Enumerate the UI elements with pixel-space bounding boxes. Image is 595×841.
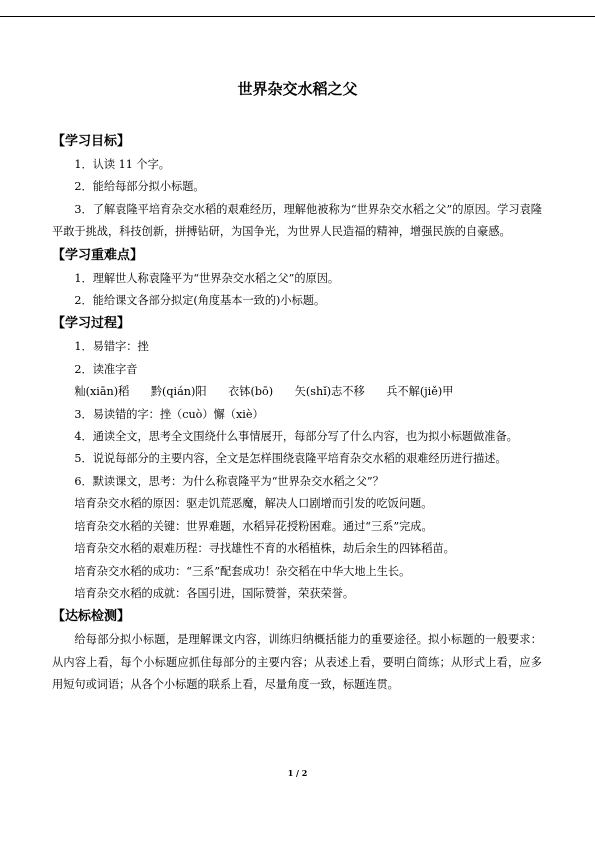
paragraph: 3．了解袁隆平培育杂交水稻的艰难经历，理解他被称为“世界杂交水稻之父”的原因。学习袁隆平敢于挑战，科技创新，拼搏钻研，为国争光，为世界人民造福的精神，增强民族的自豪感。 <box>52 202 542 239</box>
section-heading-assessment: 【达标检测】 <box>52 609 131 625</box>
paragraph: 4．通读全文，思考全文围绕什么事情展开，每部分写了什么内容，也为拟小标题做准备。 <box>74 430 518 444</box>
paragraph: 6．默读课文，思考：为什么称袁隆平为“世界杂交水稻之父”？ <box>74 474 384 488</box>
paragraph: 培育杂交水稻的成功：“三系”配套成功！杂交稻在中华大地上生长。 <box>74 564 411 578</box>
paragraph: 2．读准字音 <box>74 362 138 376</box>
page-number: 1 / 2 <box>287 768 308 778</box>
paragraph: 1．认读 11 个字。 <box>74 158 170 171</box>
paragraph: 1．理解世人称袁隆平为“世界杂交水稻之父”的原因。 <box>74 271 340 285</box>
page-title: 世界杂交水稻之父 <box>237 80 358 98</box>
paragraph: 5．说说每部分的主要内容，全文是怎样围绕袁隆平培育杂交水稻的艰难经历进行描述。 <box>74 452 507 466</box>
header-rule <box>0 16 595 17</box>
paragraph: 给每部分拟小标题，是理解课文内容，训练归纳概括能力的重要途径。拟小标题的一般要求：从内容上看，每个小标题应抓住每部分的主要内容；从表述上看，要明白简练；从形式上看，应多用短句或词语；从各个小标题的联系上看，尽量角度一致，标题连贯。 <box>52 633 542 692</box>
paragraph: 2．能给每部分拟小标题。 <box>74 180 205 194</box>
section-heading-key-points: 【学习重难点】 <box>52 247 144 263</box>
pinyin-line <box>52 381 542 403</box>
pinyin-item: 籼(xiān)稻 <box>74 385 130 399</box>
section-heading-goals: 【学习目标】 <box>52 134 131 149</box>
paragraph: 培育杂交水稻的原因：驱走饥荒恶魔，解决人口剧增而引发的吃饭问题。 <box>74 497 433 511</box>
paragraph: 培育杂交水稻的成就：各国引进，国际赞誉，荣获荣誉。 <box>74 586 355 600</box>
paragraph: 1．易错字：挫 <box>74 340 149 354</box>
pinyin-item: 矢(shǐ)志不移 <box>294 385 365 399</box>
pinyin-item: 黔(qián)阳 <box>150 385 207 399</box>
paragraph: 3．易读错的字：挫（cuò）懈（xiè） <box>74 407 264 421</box>
section-heading-process: 【学习过程】 <box>52 316 131 332</box>
document-body <box>52 130 542 697</box>
paragraph: 培育杂交水稻的艰难历程：寻找雄性不育的水稻植株，劫后余生的四钵稻苗。 <box>74 542 455 556</box>
pinyin-item: 衣钵(bō) <box>228 385 274 399</box>
paragraph: 培育杂交水稻的关键：世界难题，水稻异花授粉困难。通过“三系”完成。 <box>74 519 433 533</box>
pinyin-item: 兵不解(jiě)甲 <box>386 385 454 399</box>
paragraph: 2．能给课文各部分拟定(角度基本一致的)小标题。 <box>74 294 326 308</box>
